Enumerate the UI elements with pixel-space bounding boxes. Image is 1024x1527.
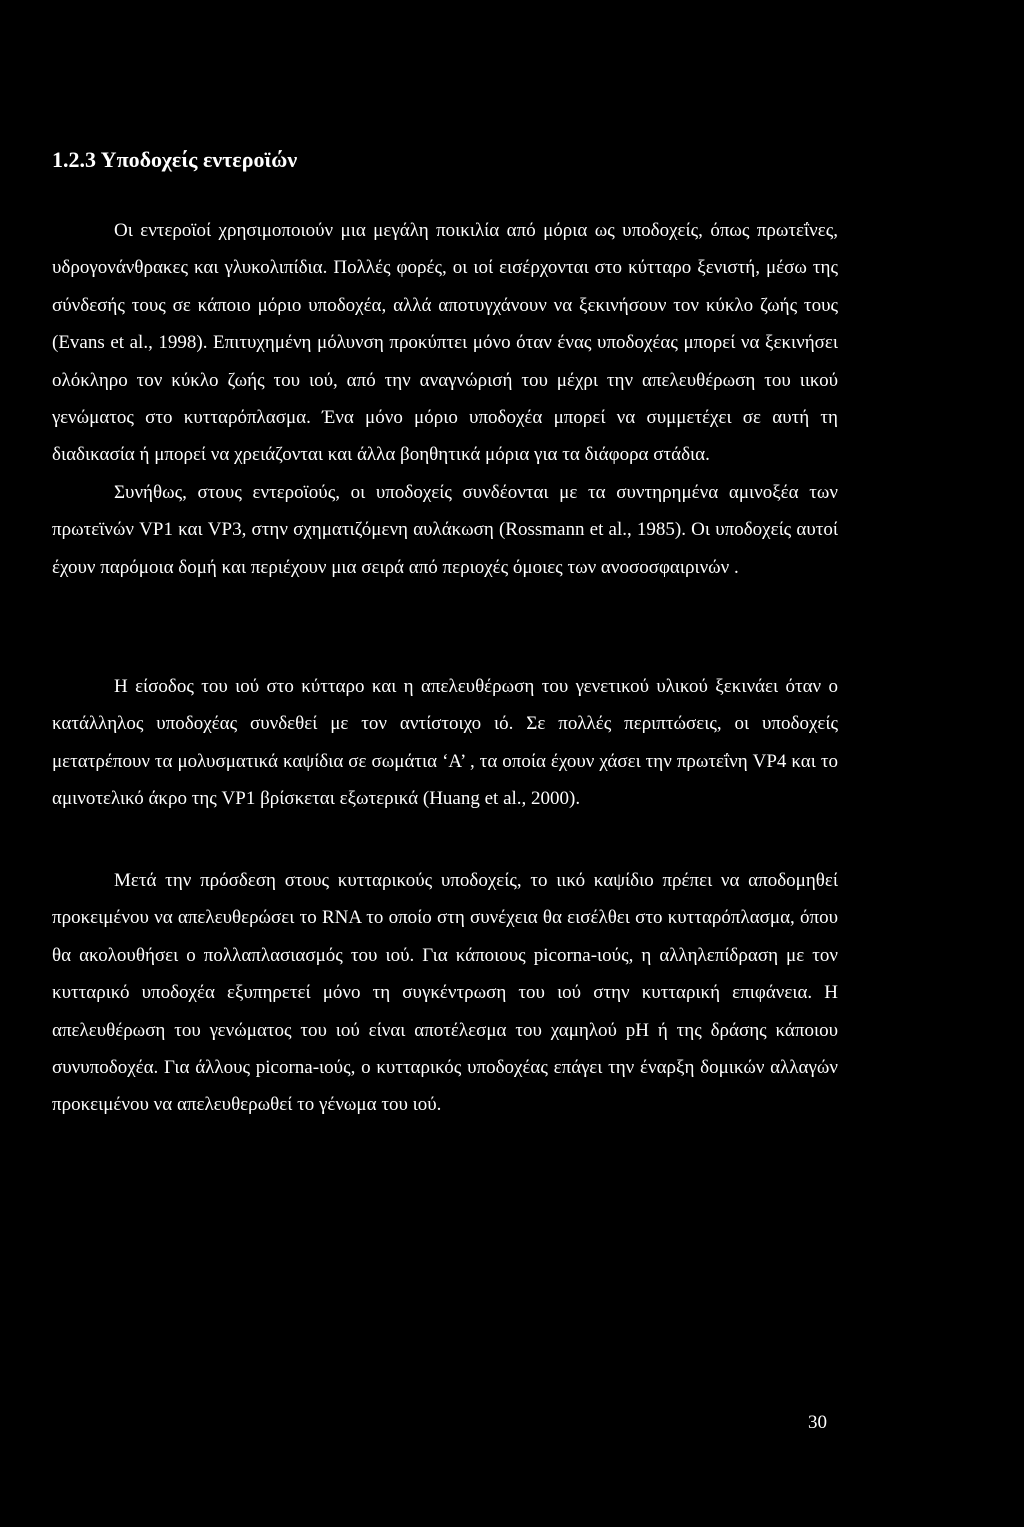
body-text-block <box>52 668 838 818</box>
paragraph: Μετά την πρόσδεση στους κυτταρικούς υποδοχείς, το ιικό καψίδιο πρέπει να αποδομηθεί προκειμένου να απελευθερώσει το RNA το οποίο στη συνέχεια θα εισέλθει στο κυτταρόπλασμα, όπου θα ακολουθήσει ο πολλαπλασιασμός του ιού. Για κάποιους picorna-ιούς, η αλληλεπίδραση με τον κυτταρικό υποδοχέα εξυπηρετεί μόνο τη συγκέντρωση του ιού στην κυτταρική επιφάνεια. Η απελευθέρωση του γενώματος του ιού είναι αποτέλεσμα του χαμηλού pH ή της δράσης κάποιου συνυποδοχέα. Για άλλους picorna-ιούς, ο κυτταρικός υποδοχέας επάγει την έναρξη δομικών αλλαγών προκειμένου να απελευθερωθεί το γένωμα του ιού. <box>52 870 838 1116</box>
paragraph: Η είσοδος του ιού στο κύτταρο και η απελευθέρωση του γενετικού υλικού ξεκινάει όταν ο κατάλληλος υποδοχέας συνδεθεί με τον αντίστοιχο ιό. Σε πολλές περιπτώσεις, οι υποδοχείς μετατρέπουν τα μολυσματικά καψίδια σε σωμάτια ‘Α’ , τα οποία έχουν χάσει την πρωτεΐνη VP4 και το αμινοτελικό άκρο της VP1 βρίσκεται εξωτερικά (Huang et al., 2000). <box>52 676 838 810</box>
paragraph: Οι εντεροϊοί χρησιμοποιούν μια μεγάλη ποικιλία από μόρια ως υποδοχείς, όπως πρωτεΐνες, υδρογονάνθρακες και γλυκολιπίδια. Πολλές φορές, οι ιοί εισέρχονται στο κύτταρο ξενιστή, μέσω της σύνδεσής τους σε κάποιο μόριο υποδοχέα, αλλά αποτυγχάνουν να ξεκινήσουν τον κύκλο ζωής τους (Evans et al., 1998). Επιτυχημένη μόλυνση προκύπτει μόνο όταν ένας υποδοχέας μπορεί να ξεκινήσει ολόκληρο τον κύκλο ζωής του ιού, από την αναγνώρισή του μέχρι την απελευθέρωση του ιικού γενώματος στο κυτταρόπλασμα. Ένα μόνο μόριο υποδοχέα μπορεί να συμμετέχει σε αυτή τη διαδικασία ή μπορεί να χρειάζονται και άλλα βοηθητικά μόρια για τα διάφορα στάδια. <box>52 220 838 466</box>
body-text-block <box>52 862 838 1124</box>
section-heading: 1.2.3 Υποδοχείς εντεροϊών <box>52 147 298 172</box>
body-text-block <box>52 212 838 586</box>
page-number: 30 <box>808 1412 827 1433</box>
paragraph: Συνήθως, στους εντεροϊούς, οι υποδοχείς συνδέονται με τα συντηρημένα αμινοξέα των πρωτεϊνών VP1 και VP3, στην σχηματιζόμενη αυλάκωση (Rossmann et al., 1985). Οι υποδοχείς αυτοί έχουν παρόμοια δομή και περιέχουν μια σειρά από περιοχές όμοιες των ανοσοσφαιρινών . <box>52 481 838 578</box>
